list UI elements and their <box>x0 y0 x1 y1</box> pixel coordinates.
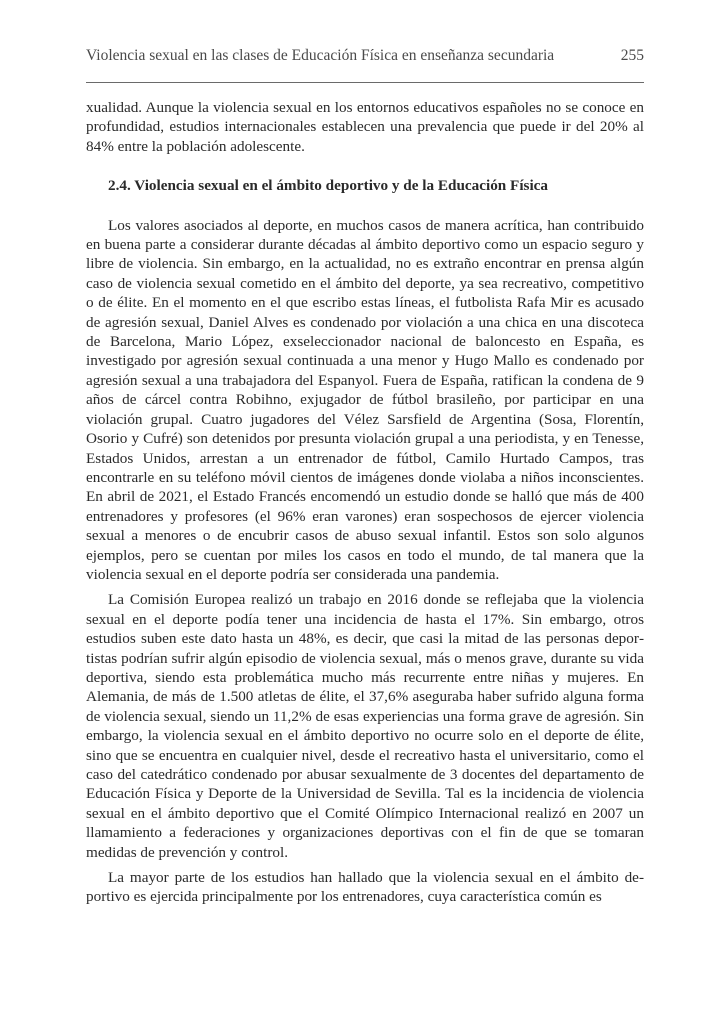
header-rule <box>86 82 644 83</box>
paragraph-continuation: xualidad. Aunque la violencia sexual en los entornos educativos españoles no se conoce en profundidad, estudios internacionales establecen una prevalencia que puede ir del 20% al 84% entre la población adolescente. <box>86 99 644 155</box>
running-title: Violencia sexual en las clases de Educación Física en enseñanza secundaria <box>86 47 555 64</box>
body-text <box>86 98 644 907</box>
section-heading: 2.4. Violencia sexual en el ámbito deportivo y de la Educación Física <box>108 177 549 195</box>
page-number: 255 <box>620 47 644 64</box>
paragraph: La Comisión Europea realizó un trabajo en 2016 donde se reflejaba que la violencia sexual en el deporte podía tener una incidencia de hasta el 17%. Sin embargo, otros estudios suben este dato hasta un 48%, es decir, que casi la mitad de las personas deportistas podrían sufrir algún episodio de violencia sexual, más o menos grave, durante su vida deportiva, siendo esta problemática mucho más recurrente entre niñas y mujeres. En Alemania, de más de 1.500 atletas de élite, el 37,6% aseguraba haber sufrido alguna forma de violencia sexual, siendo un 11,2% de esas experiencias una forma grave de agresión. Sin embargo, la violencia sexual en el ámbito deportivo no ocurre solo en el deporte de élite, sino que se encuentra en cualquier nivel, desde el recreativo hasta el universitario, como el caso del catedrático condenado por abusar sexualmente de 3 docentes del departamento de Educación Física y Deporte de la Universidad de Sevilla. Tal es la incidencia de violencia sexual en el ámbito deportivo que el Comité Olímpico Internacional realizó en 2007 un llamamiento a federaciones y organizaciones deportivas con el fin de que se tomaran medidas de prevención y control. <box>86 591 644 861</box>
paragraph: La mayor parte de los estudios han hallado que la violencia sexual en el ámbito deportivo es ejercida principalmente por los entrenadores, cuya característica común es <box>86 869 644 906</box>
paragraph: Los valores asociados al deporte, en muchos casos de manera acrítica, han contribuido en buena parte a considerar durante décadas al ámbito deportivo como un espacio seguro y libre de violencia. Sin embargo, en la actualidad, no es extraño encontrar en prensa algún caso de violencia sexual cometido en el ámbito del deporte, ya sea recreativo, competitivo o de élite. En el momento en el que escribo estas líneas, el futbolista Rafa Mir es acusado de agresión sexual, Daniel Alves es condenado por violación a una chica en una discoteca de Barcelona, Mario López, exseleccionador nacional de baloncesto en España, es investigado por agresión sexual continuada a una menor y Hugo Mallo es condenado por agresión sexual a una trabajadora del Espanyol. Fuera de España, ratifican la condena de 9 años de cárcel contra Robihno, exjugador de fútbol brasileño, por participar en una violación grupal. Cuatro jugadores del Vélez Sarsfield de Argentina (Sosa, Florentín, Osorio y Cufré) son detenidos por presunta violación grupal a una periodista, y en Tenesse, Estados Unidos, arrestan a un entrenador de fútbol, Camilo Hurtado Campos, tras encontrarle en su teléfono móvil cientos de imágenes donde violaba a niños inconscientes. En abril de 2021, el Estado Francés encomendó un estudio donde se halló que más de 400 entrenadores y profesores (el 96% eran varones) eran sospechosos de ejercer violencia sexual a menores o de encubrir casos de abuso sexual infantil. Estos son solo algunos ejemplos, pero se cuentan por miles los casos en todo el mundo, de tal manera que la violencia sexual en el deporte podría ser considerada una pandemia. <box>86 216 644 583</box>
